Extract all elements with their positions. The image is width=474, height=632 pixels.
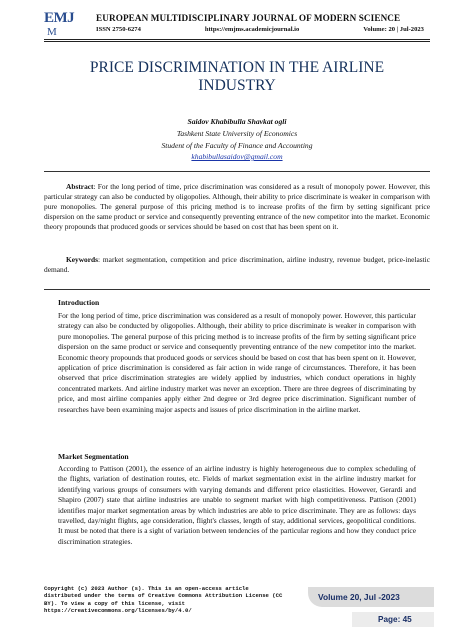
author-name: Saidov Khabibulla Shavkat ogli [187, 117, 287, 126]
author-affiliation-faculty: Student of the Faculty of Finance and Accounting [161, 141, 313, 150]
market-segmentation-heading: Market Segmentation [58, 452, 129, 461]
logo-text: EMJ [44, 10, 75, 26]
header-divider-double [44, 41, 430, 42]
abstract-text: : For the long period of time, price discrimination was considered as a result of monopoly power. However, this particular strategy can also be conducted by oligopolies. Although, their ability to price discriminate is weaker in comparison with pure monopolies. The general purpose of this pricing method is to increase profits of the firm by setting significant price dispersion on the same product or service and consequently preventing entrance of the new competitor into the market. Economic theory propounds that produced goods or services should be based on cost that has been spent on it. [44, 182, 430, 231]
intro-paragraph: For the long period of time, price discrimination was considered as a result of monopoly power. However, this particular strategy can also be conducted by oligopolies. Although, their ability to price discriminate is weaker in comparison with pure monopolies. The general purpose of this pricing method is to increase profits of the firm by setting significant price dispersion on the same product or service and consequently preventing entrance of the new competitor into the market. Economic theory propounds that produced goods or services should be based on cost that has been spent on it. However, application of price discrimination is considered as fair action in wide range of circumstances. Therefore, it has been observed that price discrimination strategies are widely applied by industries, which conduct operations in highly concentrated markets. And airline industry market was never an exception. There are three degrees of discriminating by price, and most airline companies apply either 2nd degree or 3rd degree price discrimination. Significant number of researches have been examining major aspects and issues of price discrimination in the airline market. [58, 311, 416, 414]
keywords-text: : market segmentation, competition and price discrimination, airline industry, revenue budget, price-inelastic demand. [44, 255, 430, 274]
journal-title: EUROPEAN MULTIDISCIPLINARY JOURNAL OF MODERN SCIENCE [96, 13, 401, 23]
logo-sub: M [47, 26, 57, 38]
issn: ISSN 2750-6274 [96, 26, 141, 33]
author-email-link[interactable]: khabibullasaidov@gmail.com [191, 152, 283, 161]
abstract-bottom-rule [44, 289, 430, 290]
header-divider [44, 39, 430, 40]
article-title: PRICE DISCRIMINATION IN THE AIRLINE INDUSTRY [89, 59, 385, 94]
journal-meta [96, 26, 424, 33]
abstract-label: Abstract [66, 182, 94, 191]
volume-info: Volume: 20 | Jul-2023 [363, 26, 424, 33]
footer-volume: Volume 20, Jul -2023 [318, 592, 400, 602]
abstract-top-rule [44, 171, 430, 172]
intro-heading: Introduction [58, 298, 100, 307]
page-number: Page: 45 [378, 615, 412, 624]
author-affiliation-university: Tashkent State University of Economics [176, 129, 298, 138]
abstract [44, 182, 430, 232]
journal-url[interactable]: https://emjms.academicjournal.io [204, 26, 300, 33]
keywords-label: Keywords [66, 255, 99, 264]
market-segmentation-paragraph: According to Pattison (2001), the essence of an airline industry is highly heterogeneous due to complex scheduling of the flights, variation of destination routes, etc. Fields of market segmentation exist in the airline industry market for identifying various groups of consumers with varying demands and different price elasticities. However, Gerardi and Shapiro (2007) state that airline industries are unable to segment market with high competitiveness. Pattison (2001) identifies major market segmentation areas by which industries are able to price discriminate. They are as follows: days travelled, day/night flights, age consideration, flight's classes, length of stay, additional services, geopolitical conditions. It must be noted that there is a sight of variation between tendencies of the particular regions and how they conduct price discrimination strategies. [58, 464, 416, 546]
copyright-notice: Copyright (c) 2023 Author (s). This is an open-access article distributed under the terms of Creative Commons Attribution License (CC BY). To view a copy of this license, visit https://creativecommons.org/licenses/by/4.0/ [44, 585, 283, 614]
keywords [44, 255, 430, 275]
